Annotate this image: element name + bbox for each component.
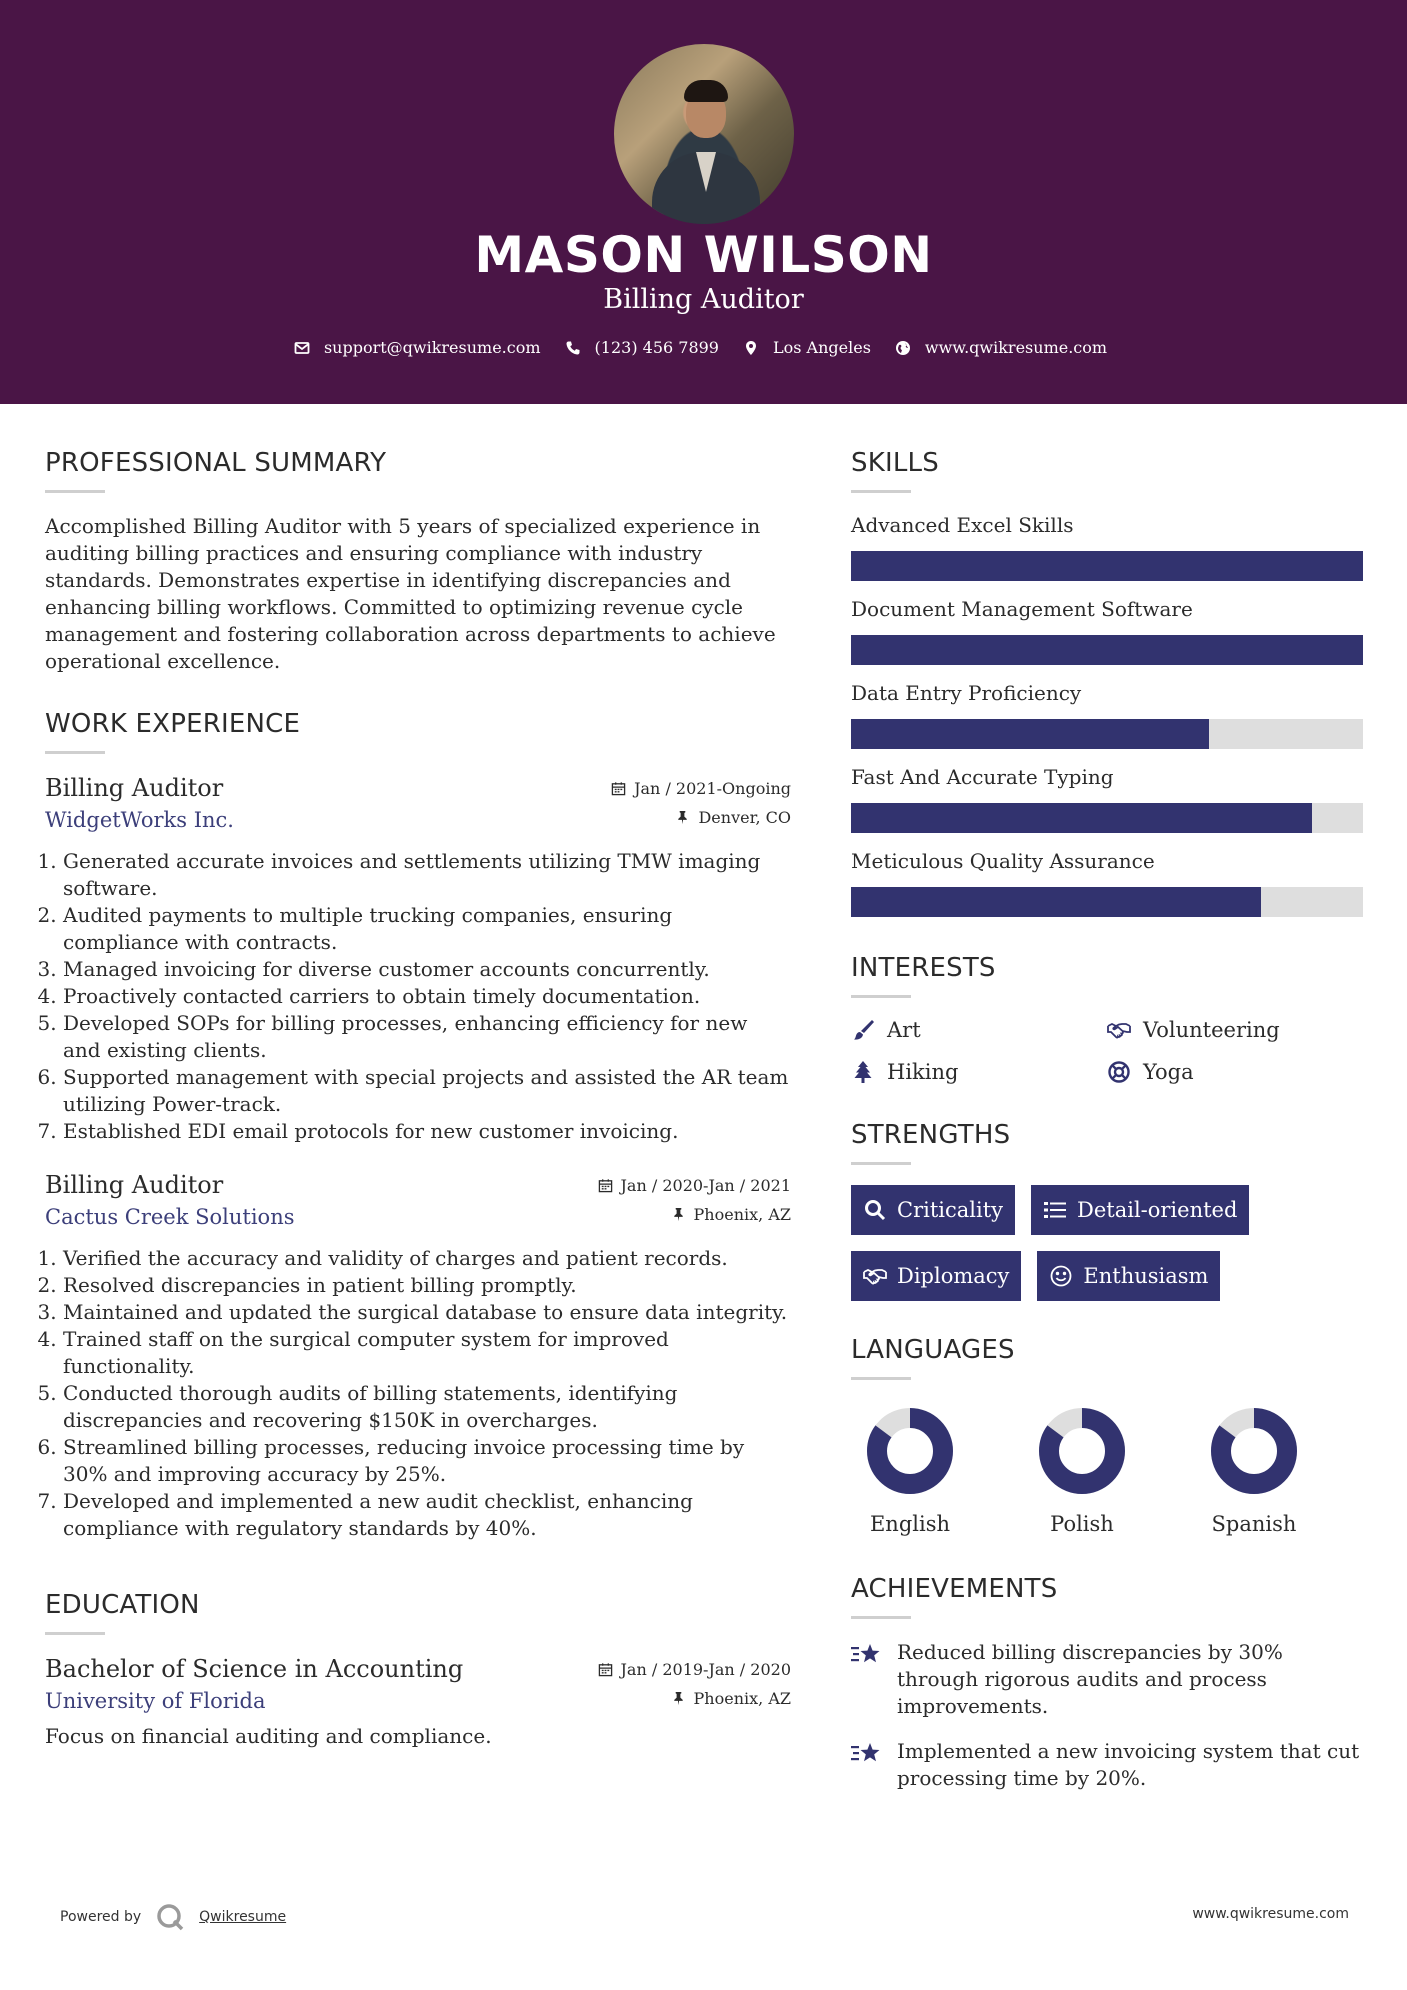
skill-label: Advanced Excel Skills (851, 513, 1074, 537)
list-item: 5. Conducted thorough audits of billing statements, identifying discrepancies and recovering $150K in overcharges. (63, 1380, 791, 1434)
interests-heading: INTERESTS (851, 953, 996, 983)
section-divider (851, 1162, 911, 1165)
shooting-star-icon (851, 1740, 883, 1768)
strength-chip: Diplomacy (851, 1251, 1021, 1301)
list-item: 7. Developed and implemented a new audit checklist, enhancing compliance with regulatory standards by 40%. (63, 1488, 791, 1542)
contact-website[interactable]: www.qwikresume.com (895, 338, 1107, 357)
calendar-icon (611, 781, 626, 796)
strengths-list (851, 1185, 1271, 1301)
language-label: Polish (1050, 1512, 1114, 1536)
skill-label: Data Entry Proficiency (851, 681, 1082, 705)
skills-list (851, 513, 1363, 917)
right-column (851, 448, 1363, 1810)
smile-icon (1049, 1264, 1073, 1288)
list-icon (1043, 1198, 1067, 1222)
list-item: 1. Verified the accuracy and validity of charges and patient records. (63, 1245, 791, 1272)
brand-link[interactable]: Qwikresume (199, 1909, 287, 1925)
section-divider (45, 751, 105, 754)
job-dates: Jan / 2021-Ongoing (611, 779, 791, 798)
skill-item (851, 681, 1363, 749)
job-location: Denver, CO (675, 808, 791, 827)
education-heading: EDUCATION (45, 1590, 200, 1620)
language-donut (1211, 1408, 1297, 1494)
achievement-item: Reduced billing discrepancies by 30% through rigorous audits and process improvements. (851, 1639, 1363, 1720)
achievements-heading: ACHIEVEMENTS (851, 1574, 1058, 1604)
company-name: WidgetWorks Inc. (45, 808, 234, 832)
job-title: Billing Auditor (45, 774, 224, 802)
map-pin-icon (743, 340, 759, 356)
list-item: 5. Developed SOPs for billing processes, enhancing efficiency for new and existing clients. (63, 1010, 791, 1064)
skill-bar (851, 551, 1363, 581)
language-donut (867, 1408, 953, 1494)
list-item: 4. Proactively contacted carriers to obtain timely documentation. (63, 983, 791, 1010)
job-entry (45, 1171, 791, 1542)
summary-text: Accomplished Billing Auditor with 5 years of specialized experience in auditing billing practices and ensuring compliance with industry standards. Demonstrates expertise in identifying discrepancies and enhancing billing workflows. Committed to optimizing revenue cycle management and fostering collaboration across departments to achieve operational excellence. (45, 514, 776, 673)
left-column (45, 448, 791, 1784)
calendar-icon (598, 1662, 613, 1677)
candidate-name: MASON WILSON (474, 226, 933, 284)
language-item (1211, 1408, 1297, 1536)
interest-item: Art (851, 1018, 1107, 1042)
phone-icon (565, 340, 581, 356)
footer-url[interactable]: www.qwikresume.com (1192, 1906, 1349, 1922)
skill-bar (851, 887, 1363, 917)
school-name: University of Florida (45, 1689, 266, 1713)
achievement-item: Implemented a new invoicing system that cut processing time by 20%. (851, 1738, 1363, 1792)
languages-list (851, 1408, 1363, 1536)
contact-email[interactable]: support@qwikresume.com (294, 338, 541, 357)
strength-chip: Criticality (851, 1185, 1015, 1235)
section-divider (851, 1377, 911, 1380)
qwikresume-logo-icon (155, 1902, 185, 1932)
skill-bar (851, 803, 1363, 833)
skill-bar-fill (851, 887, 1261, 917)
skill-bar-fill (851, 719, 1209, 749)
contact-location: Los Angeles (743, 338, 871, 357)
pushpin-icon (675, 810, 690, 825)
experience-heading: WORK EXPERIENCE (45, 709, 301, 739)
list-item: 6. Streamlined billing processes, reducing invoice processing time by 30% and improving accuracy by 25%. (63, 1434, 791, 1488)
interest-item: Volunteering (1107, 1018, 1363, 1042)
skill-bar (851, 719, 1363, 749)
section-divider (45, 490, 105, 493)
paintbrush-icon (851, 1018, 875, 1042)
footer-powered-by: Powered by Qwikresume (60, 1902, 286, 1932)
skill-item (851, 849, 1363, 917)
summary-heading: PROFESSIONAL SUMMARY (45, 448, 387, 478)
envelope-icon (294, 340, 310, 356)
list-item: 2. Audited payments to multiple trucking companies, ensuring compliance with contracts. (63, 902, 791, 956)
profile-photo (614, 44, 794, 224)
list-item: 1. Generated accurate invoices and settlements utilizing TMW imaging software. (63, 848, 791, 902)
company-name: Cactus Creek Solutions (45, 1205, 295, 1229)
skill-bar (851, 635, 1363, 665)
language-label: Spanish (1211, 1512, 1297, 1536)
pushpin-icon (671, 1691, 686, 1706)
skills-heading: SKILLS (851, 448, 939, 478)
candidate-role: Billing Auditor (603, 284, 804, 315)
handshake-icon (1107, 1018, 1131, 1042)
skill-bar-fill (851, 635, 1363, 665)
resume-header (0, 0, 1407, 404)
interests-grid (851, 1018, 1363, 1084)
section-divider (851, 490, 911, 493)
lifering-icon (1107, 1060, 1131, 1084)
language-donut (1039, 1408, 1125, 1494)
education-location: Phoenix, AZ (671, 1689, 791, 1708)
skill-item (851, 513, 1363, 581)
achievements-list (851, 1639, 1363, 1792)
job-dates: Jan / 2020-Jan / 2021 (598, 1176, 791, 1195)
job-bullets (45, 848, 791, 1145)
list-item: 3. Managed invoicing for diverse customer accounts concurrently. (63, 956, 791, 983)
skill-item (851, 597, 1363, 665)
language-item (1039, 1408, 1125, 1536)
calendar-icon (598, 1178, 613, 1193)
list-item: 7. Established EDI email protocols for new customer invoicing. (63, 1118, 791, 1145)
tree-icon (851, 1060, 875, 1084)
skill-item (851, 765, 1363, 833)
skill-label: Fast And Accurate Typing (851, 765, 1114, 789)
handshake-icon (863, 1264, 887, 1288)
languages-heading: LANGUAGES (851, 1335, 1015, 1365)
job-location: Phoenix, AZ (671, 1205, 791, 1224)
strength-chip: Detail-oriented (1031, 1185, 1249, 1235)
list-item: 2. Resolved discrepancies in patient billing promptly. (63, 1272, 791, 1299)
education-entry (45, 1655, 791, 1750)
search-icon (863, 1198, 887, 1222)
strength-chip: Enthusiasm (1037, 1251, 1220, 1301)
skill-label: Meticulous Quality Assurance (851, 849, 1155, 873)
skill-bar-fill (851, 803, 1312, 833)
language-item (867, 1408, 953, 1536)
job-bullets (45, 1245, 791, 1542)
list-item: 3. Maintained and updated the surgical database to ensure data integrity. (63, 1299, 791, 1326)
skill-bar-fill (851, 551, 1363, 581)
globe-icon (895, 340, 911, 356)
skill-label: Document Management Software (851, 597, 1193, 621)
job-entry (45, 774, 791, 1145)
list-item: 6. Supported management with special projects and assisted the AR team utilizing Power-track. (63, 1064, 791, 1118)
strengths-heading: STRENGTHS (851, 1120, 1011, 1150)
interest-item: Yoga (1107, 1060, 1363, 1084)
interest-item: Hiking (851, 1060, 1107, 1084)
list-item: 4. Trained staff on the surgical computer system for improved functionality. (63, 1326, 791, 1380)
education-note: Focus on financial auditing and compliance. (45, 1724, 492, 1748)
contact-phone[interactable]: (123) 456 7899 (565, 338, 719, 357)
pushpin-icon (671, 1207, 686, 1222)
section-divider (851, 995, 911, 998)
job-title: Billing Auditor (45, 1171, 224, 1199)
section-divider (45, 1632, 105, 1635)
section-divider (851, 1616, 911, 1619)
shooting-star-icon (851, 1641, 883, 1669)
degree-title: Bachelor of Science in Accounting (45, 1655, 464, 1683)
education-dates: Jan / 2019-Jan / 2020 (598, 1660, 791, 1679)
language-label: English (869, 1512, 951, 1536)
contact-bar (0, 338, 1407, 357)
